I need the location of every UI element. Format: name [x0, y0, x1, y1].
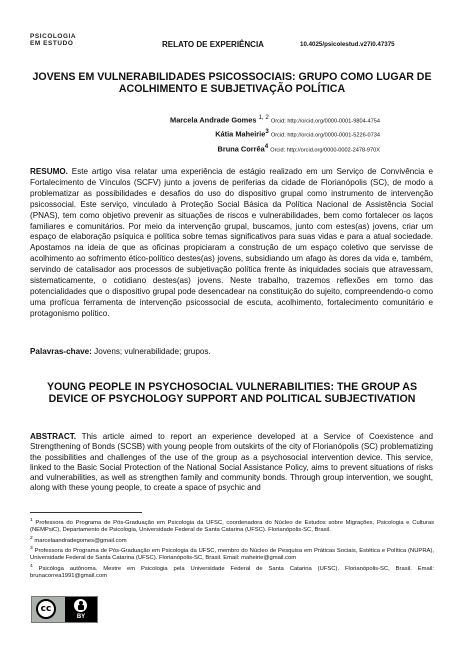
footnote-mark: 3: [30, 546, 33, 552]
author-entry: [30, 113, 434, 127]
abstract-label: ABSTRACT.: [30, 432, 77, 441]
doi-link[interactable]: 10.4025/psicolestud.v27i0.47375: [300, 41, 395, 48]
footnote: [30, 563, 434, 581]
footnote-text: Psicóloga autônoma. Mestre em Psicologia pela Universidade Federal de Santa Catarina (UFSC). Florianópolis-SC, Brasil. Email: brunacorrea1991@gmail.com: [30, 565, 435, 580]
section-label: RELATO DE EXPERIÊNCIA: [162, 40, 264, 49]
resumo-paragraph: [30, 167, 433, 320]
author-affiliation-mark: 3: [265, 128, 269, 136]
cc-badge-background: [32, 597, 65, 622]
person-head-shape: [79, 601, 83, 605]
page-header: [30, 33, 436, 55]
footnote-mark: 4: [30, 563, 33, 569]
author-entry: [30, 142, 434, 156]
orcid-link[interactable]: Orcid: http://orcid.org/0000-0001-9804-4754: [270, 118, 380, 125]
attribution-person-icon: [74, 599, 87, 612]
person-body-shape: [78, 605, 84, 610]
by-label: BY: [76, 614, 86, 620]
author-name: Bruna Corrêa: [217, 144, 265, 153]
abstract-text: This article aimed to report an experience developed at a Service of Coexistence and Strengthening of Bonds (SCSB) with young people from outskirts of the city of Florianópolis (SC) problematizing the possibilities and challenges of the use of the group as a psychosocial intervention device. This service, linked to the Basic Social Protection of the National Social Assistance Policy, aims to prevent situations of risks and vulnerabilities, as well as strengthen family and community bonds. Through group intervention, we sought, along with these young people, to create a space of psychic and: [30, 432, 433, 493]
abstract-paragraph: [30, 432, 433, 494]
footnote-email[interactable]: marcelaandradegomes@gmail.com: [34, 537, 127, 544]
author-name: Marcela Andrade Gomes: [170, 115, 257, 125]
keywords-label: Palavras-chave:: [30, 347, 92, 356]
footnote-divider: [30, 512, 142, 513]
resumo-label: RESUMO.: [30, 167, 68, 176]
footnote-text: Professora do Programa de Pós-Graduação em Psicologia da UFSC, coordenadora do Núcleo de Estudos sobre Migrações, Psicologia e Culturas (NEMPsiC), Departamento de Psicologia, Universidade Federal de Santa Catarina (UFSC). Florianópolis-SC, Brasil.: [30, 519, 434, 534]
cc-icon: cc: [36, 599, 56, 619]
journal-logo-line1: PSICOLOGIA: [30, 33, 77, 40]
footnote-mark: 1: [30, 518, 33, 523]
author-affiliation-mark: 4: [264, 142, 269, 150]
author-affiliation-mark: 1, 2: [258, 114, 269, 121]
keywords-text: Jovens; vulnerabilidade; grupos.: [94, 347, 211, 356]
footnote-text: Professora do Programa de Pós-Graduação em Psicologia da UFSC, membro do Núcleo de Pesquisa em Práticas Sociais, Estética e Política (NUPRA), Universidade Federal de Santa Catarina (UFSC). Florianópolis-SC, Brasil. Email: maheirie@gmail.com: [30, 548, 435, 562]
footnote: [30, 535, 434, 545]
article-title-en: YOUNG PEOPLE IN PSYCHOSOCIAL VULNERABILITIES: THE GROUP AS DEVICE OF PSYCHOLOGY SUPPORT AND POLITICAL SUBJECTIVATION: [46, 381, 418, 406]
cc-by-license-badge[interactable]: [31, 596, 98, 623]
footnotes: [30, 517, 434, 581]
author-list: [30, 113, 434, 156]
resumo-text: Este artigo visa relatar uma experiência de estágio realizado em um Serviço de Convivência e Fortalecimento de Vínculos (SCFV) junto a jovens de periferias da cidade de Florianópolis (SC), de modo a problematizar as possibilidades e desafios do uso do dispositivo grupal como instrumento de intervenção psicossocial. Este serviço, vinculado à Proteção Social Básica da Política Nacional de Assistência Social (PNAS), tem como objetivo prevenir as situações de riscos e vulnerabilidades, bem como fortalecer os laços familiares e comunitários. Por meio da intervenção grupal, buscamos, junto com estes(as) jovens, criar um espaço de elaboração psíquica e política sobre temas significativos para suas vidas e para a atual sociedade. Apostamos na ideia de que as oficinas propiciaram a construção de um espaço coletivo que servisse de acolhimento ao sofrimento ético-político destes(as) jovens, subsidiando um afago às dores da vida e, também, servindo de catalisador aos processos de subjetivação política frente às iniquidades sociais que atravessam, sistematicamente, o cotidiano destes(as) jovens. Neste trabalho, trazemos reflexões em torno das potencialidades que o dispositivo grupal pode desencadear na constituição do sujeito, compreendendo-o como uma profícua ferramenta de intervenção psicossocial de escuta, acolhimento, fortalecimento comunitário e protagonismo político.: [30, 167, 433, 318]
author-name: Kátia Maheirie: [215, 129, 266, 139]
orcid-link[interactable]: Orcid: http://orcid.org/0000-0002-2478-970X: [270, 147, 380, 153]
author-entry: [30, 127, 434, 141]
orcid-link[interactable]: Orcid: http://orcid.org/0000-0001-5226-0734: [270, 132, 380, 139]
keywords-line: [30, 347, 433, 356]
article-title-pt: JOVENS EM VULNERABILIDADES PSICOSSOCIAIS: GRUPO COMO LUGAR DE ACOLHIMENTO E SUBJETIVAÇÃO POLÍTICA: [32, 71, 432, 96]
journal-logo: [30, 33, 76, 47]
footnote: [30, 545, 434, 563]
journal-logo-line2: EM ESTUDO: [30, 40, 74, 47]
footnote: [30, 517, 434, 535]
footnote-mark: 2: [30, 535, 33, 541]
